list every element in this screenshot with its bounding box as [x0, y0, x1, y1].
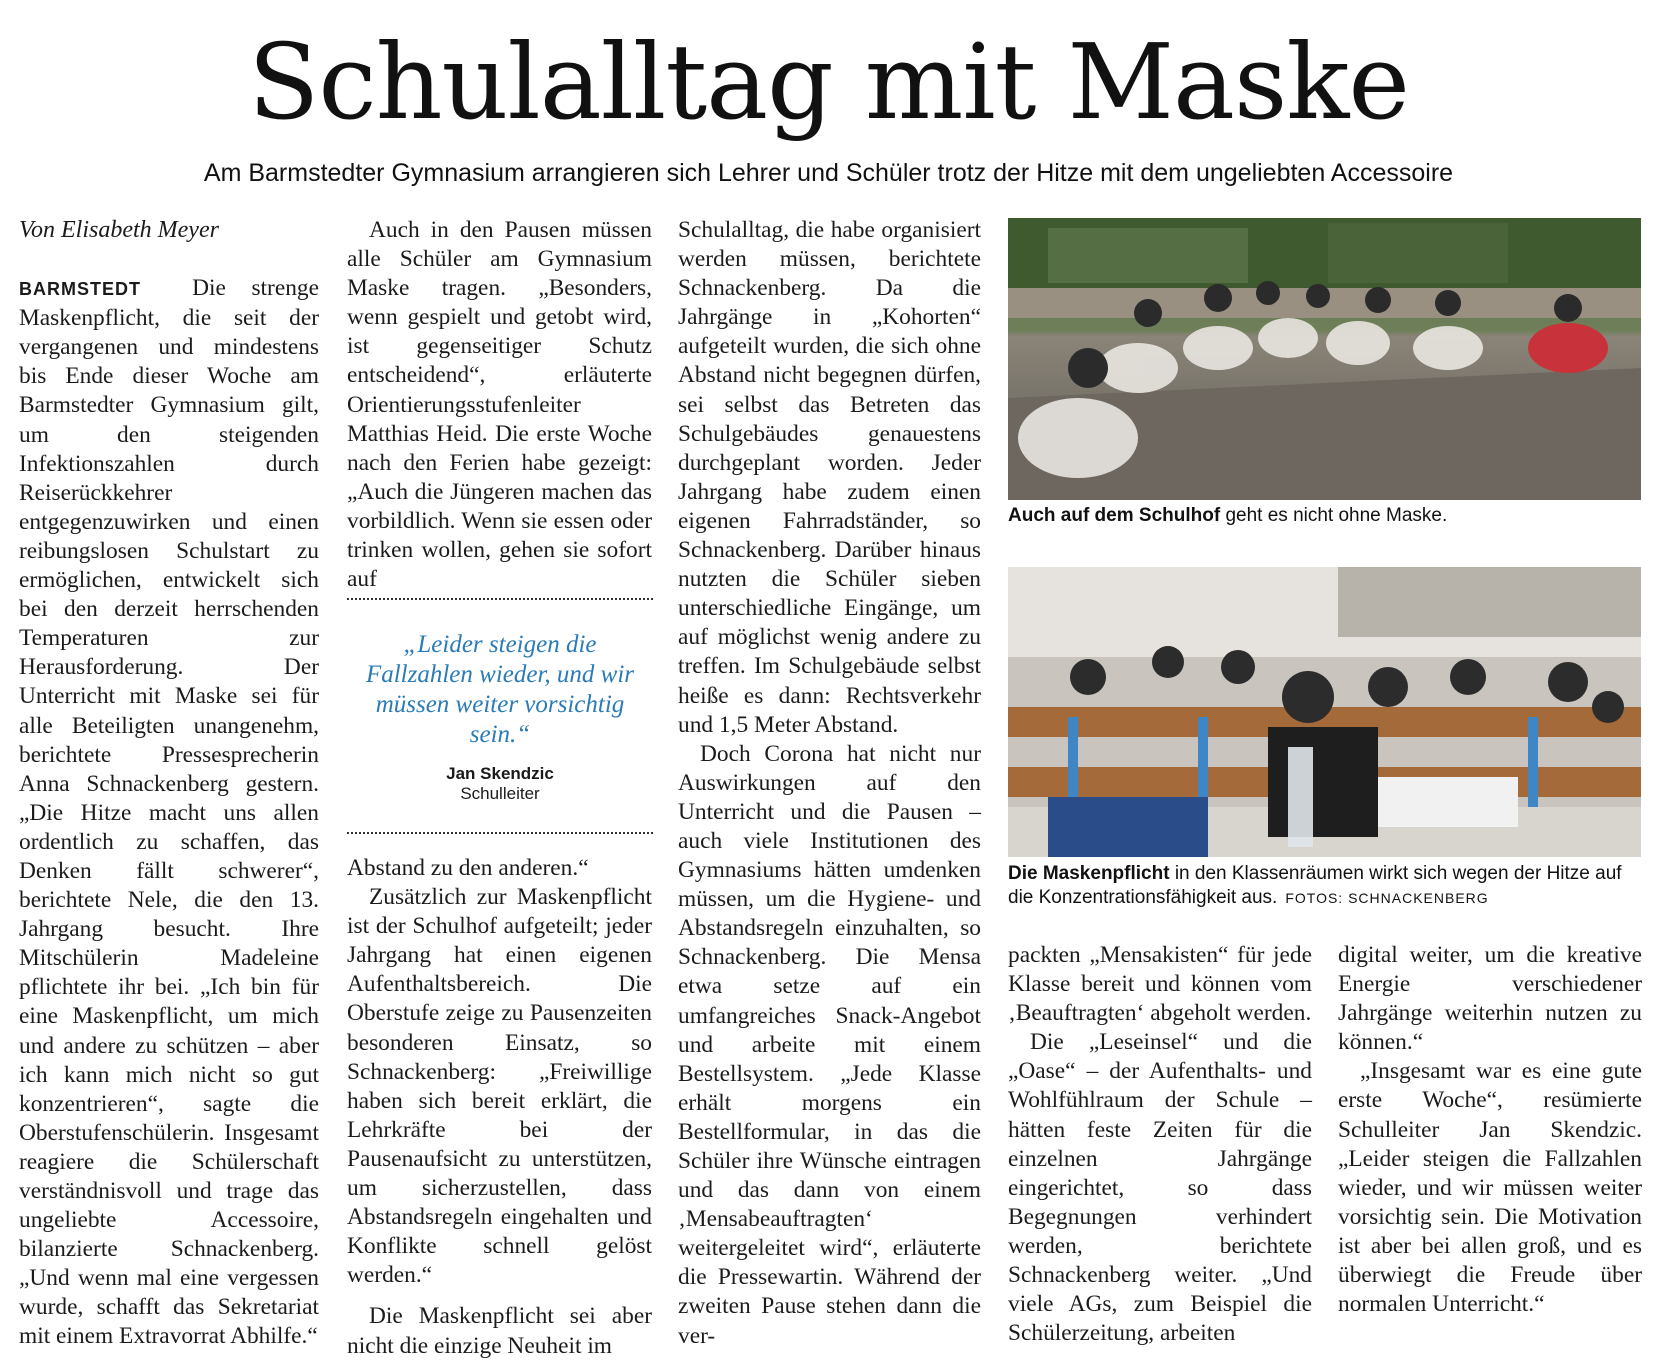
paragraph-text: Die strenge Maskenpflicht, die seit der vergangenen und mindestens bis Ende dieser Woche am Barmstedter Gymnasium gilt, um den steigenden Infektionszahlen durch Reiserückkehrer entgegenzuwirken und einen reibungslosen Schulstart zu ermöglichen, entwickelt sich bei den derzeit herrschenden Temperaturen zur Herausforderung. Der Unterricht mit Maske sei für alle Beteiligten unangenehm, berichtete Pressesprecherin Anna Schnackenberg gestern. „Die Hitze macht uns allen ordentlich zu schaffen, das Denken fällt schwerer“, berichtete Nele, die den 13. Jahrgang besucht. Ihre Mitschülerin Madeleine pflichtete ihr bei. „Ich bin für eine Maskenpflicht, um mich und andere zu schützen – aber ich kann mich nicht so gut konzentrieren“, sagte die Oberstufenschülerin. Insgesamt reagiere die Schülerschaft verständnisvoll und trage das ungeliebte Accessoire, bilanzierte Schnackenberg. „Und wenn mal eine vergessen wurde, schafft das Sekretariat mit einem Extravorrat Abhilfe.“ [19, 275, 319, 1350]
column-2-bottom [347, 854, 652, 1361]
paragraph: Schulalltag, die habe organisiert werden müssen, berichtete Schnackenberg. Da die Jahrgänge in „Kohorten“ aufgeteilt wurden, die sich ohne Abstand nicht begegnen dürfen, sei selbst das Betreten das Schulgebäudes genauestens durchgeplant worden. Jeder Jahrgang habe zudem einen eigenen Fahrradständer, so Schnackenberg. Darüber hinaus nutzten die Schüler sieben unterschiedliche Eingänge, um auf möglichst wenig andere zu treffen. Im Schulgebäude selbst heiße es dann: Rechtsverkehr und 1,5 Meter Abstand. [678, 217, 981, 738]
byline: Von Elisabeth Meyer [19, 217, 219, 243]
pull-quote [347, 598, 653, 834]
paragraph: Zusätzlich zur Maskenpflicht ist der Schulhof aufgeteilt; jeder Jahrgang hat einen eigenen Aufenthaltsbereich. Die Oberstufe zeige zu Pausenzeiten besonderen Einsatz, so Schnackenberg: „Freiwillige haben sich bereit erklärt, die Lehrkräfte bei der Pausenaufsicht zu unterstützen, um sicherzustellen, dass Abstandsregeln eingehalten und Konflikte schnell gelöst werden.“ [347, 884, 652, 1289]
paragraph: Doch Corona hat nicht nur Auswirkungen auf den Unterricht und die Pausen – auch viele Institutionen des Gymnasiums hätten umdenken müssen, um die Hygiene- und Abstandsregeln einzuhalten, so Schnackenberg. Die Mensa etwa setze auf ein umfangreiches Snack-Angebot und arbeite mit einem Bestellsystem. „Jede Klasse erhält morgens ein Bestellformular, in das die Schüler ihre Wünsche eintragen und das dann von einem ‚Mensabeauftragten‘ weitergeleitet wird“, erläuterte die Pressewartin. Während der zweiten Pause stehen dann die ver- [678, 740, 981, 1349]
subheadline: Am Barmstedter Gymnasium arrangieren sich Lehrer und Schüler trotz der Hitze mit dem ungeliebten Accessoire [203, 159, 1454, 187]
paragraph: „Insgesamt war es eine gute erste Woche“, resümierte Schulleiter Jan Skendzic. „Leider steigen die Fallzahlen wieder, und wir müssen weiter vorsichtig sein. Die Motivation ist aber bei allen groß, und es überwiegt die Freude über normalen Unterricht.“ [1338, 1058, 1642, 1318]
paragraph: digital weiter, um die kreative Energie verschiedener Jahrgänge weiterhin nutzen zu können.“ [1338, 942, 1642, 1056]
pull-quote-author: Jan Skendzic [446, 764, 554, 783]
photo-caption-classroom [1008, 862, 1648, 910]
classroom-image [1008, 567, 1641, 857]
photo-classroom [1008, 567, 1641, 857]
column-4 [1008, 941, 1312, 1348]
paragraph: Abstand zu den anderen.“ [347, 855, 589, 881]
photo-credit: FOTOS: SCHNACKENBERG [1285, 890, 1489, 906]
photo-schoolyard [1008, 218, 1641, 500]
headline: Schulalltag mit Maske [248, 21, 1409, 143]
paragraph: packten „Mensakisten“ für jede Klasse bereit und können vom ‚Beauftragten‘ abgeholt werden. [1008, 942, 1312, 1027]
column-5 [1338, 941, 1642, 1319]
caption-bold: Auch auf dem Schulhof [1008, 505, 1221, 526]
column-1 [19, 216, 319, 1352]
paragraph: Die „Leseinsel“ und die „Oase“ – der Aufenthalts- und Wohlfühlraum der Schule – hätten feste Zeiten für die einzelnen Jahrgänge eingerichtet, so dass Begegnungen verhindert werden, berichtete Schnackenberg weiter. „Und viele AGs, zum Beispiel die Schülerzeitung, arbeiten [1008, 1029, 1312, 1347]
column-2-top [347, 216, 652, 594]
schoolyard-image [1008, 218, 1641, 500]
paragraph: Die Maskenpflicht sei aber nicht die einzige Neuheit im [347, 1303, 652, 1359]
caption-text: in den Klassenräumen wirkt sich wegen der Hitze auf die Konzentrationsfähigkeit aus. [1008, 863, 1622, 908]
dateline: BARMSTEDT [19, 279, 141, 300]
paragraph: Auch in den Pausen müssen alle Schüler am Gymnasium Maske tragen. „Besonders, wenn gespielt und getobt wird, ist gegenseitiger Schutz entscheidend“, erläuterte Orientierungsstufenleiter Matthias Heid. Die erste Woche nach den Ferien habe gezeigt: „Auch die Jüngeren machen das vorbildlich. Wenn sie essen oder trinken wollen, gehen sie sofort auf [347, 217, 652, 593]
photo-caption-schoolyard [1008, 504, 1641, 528]
pull-quote-text: „Leider steigen die Fallzahlen wieder, und wir müssen weiter vorsichtig sein.“ [365, 631, 635, 748]
caption-text: geht es nicht ohne Maske. [1220, 505, 1448, 526]
caption-bold: Die Maskenpflicht [1008, 863, 1170, 884]
pull-quote-role: Schulleiter [460, 784, 540, 803]
column-3 [678, 216, 981, 1351]
paragraph [19, 274, 319, 1351]
